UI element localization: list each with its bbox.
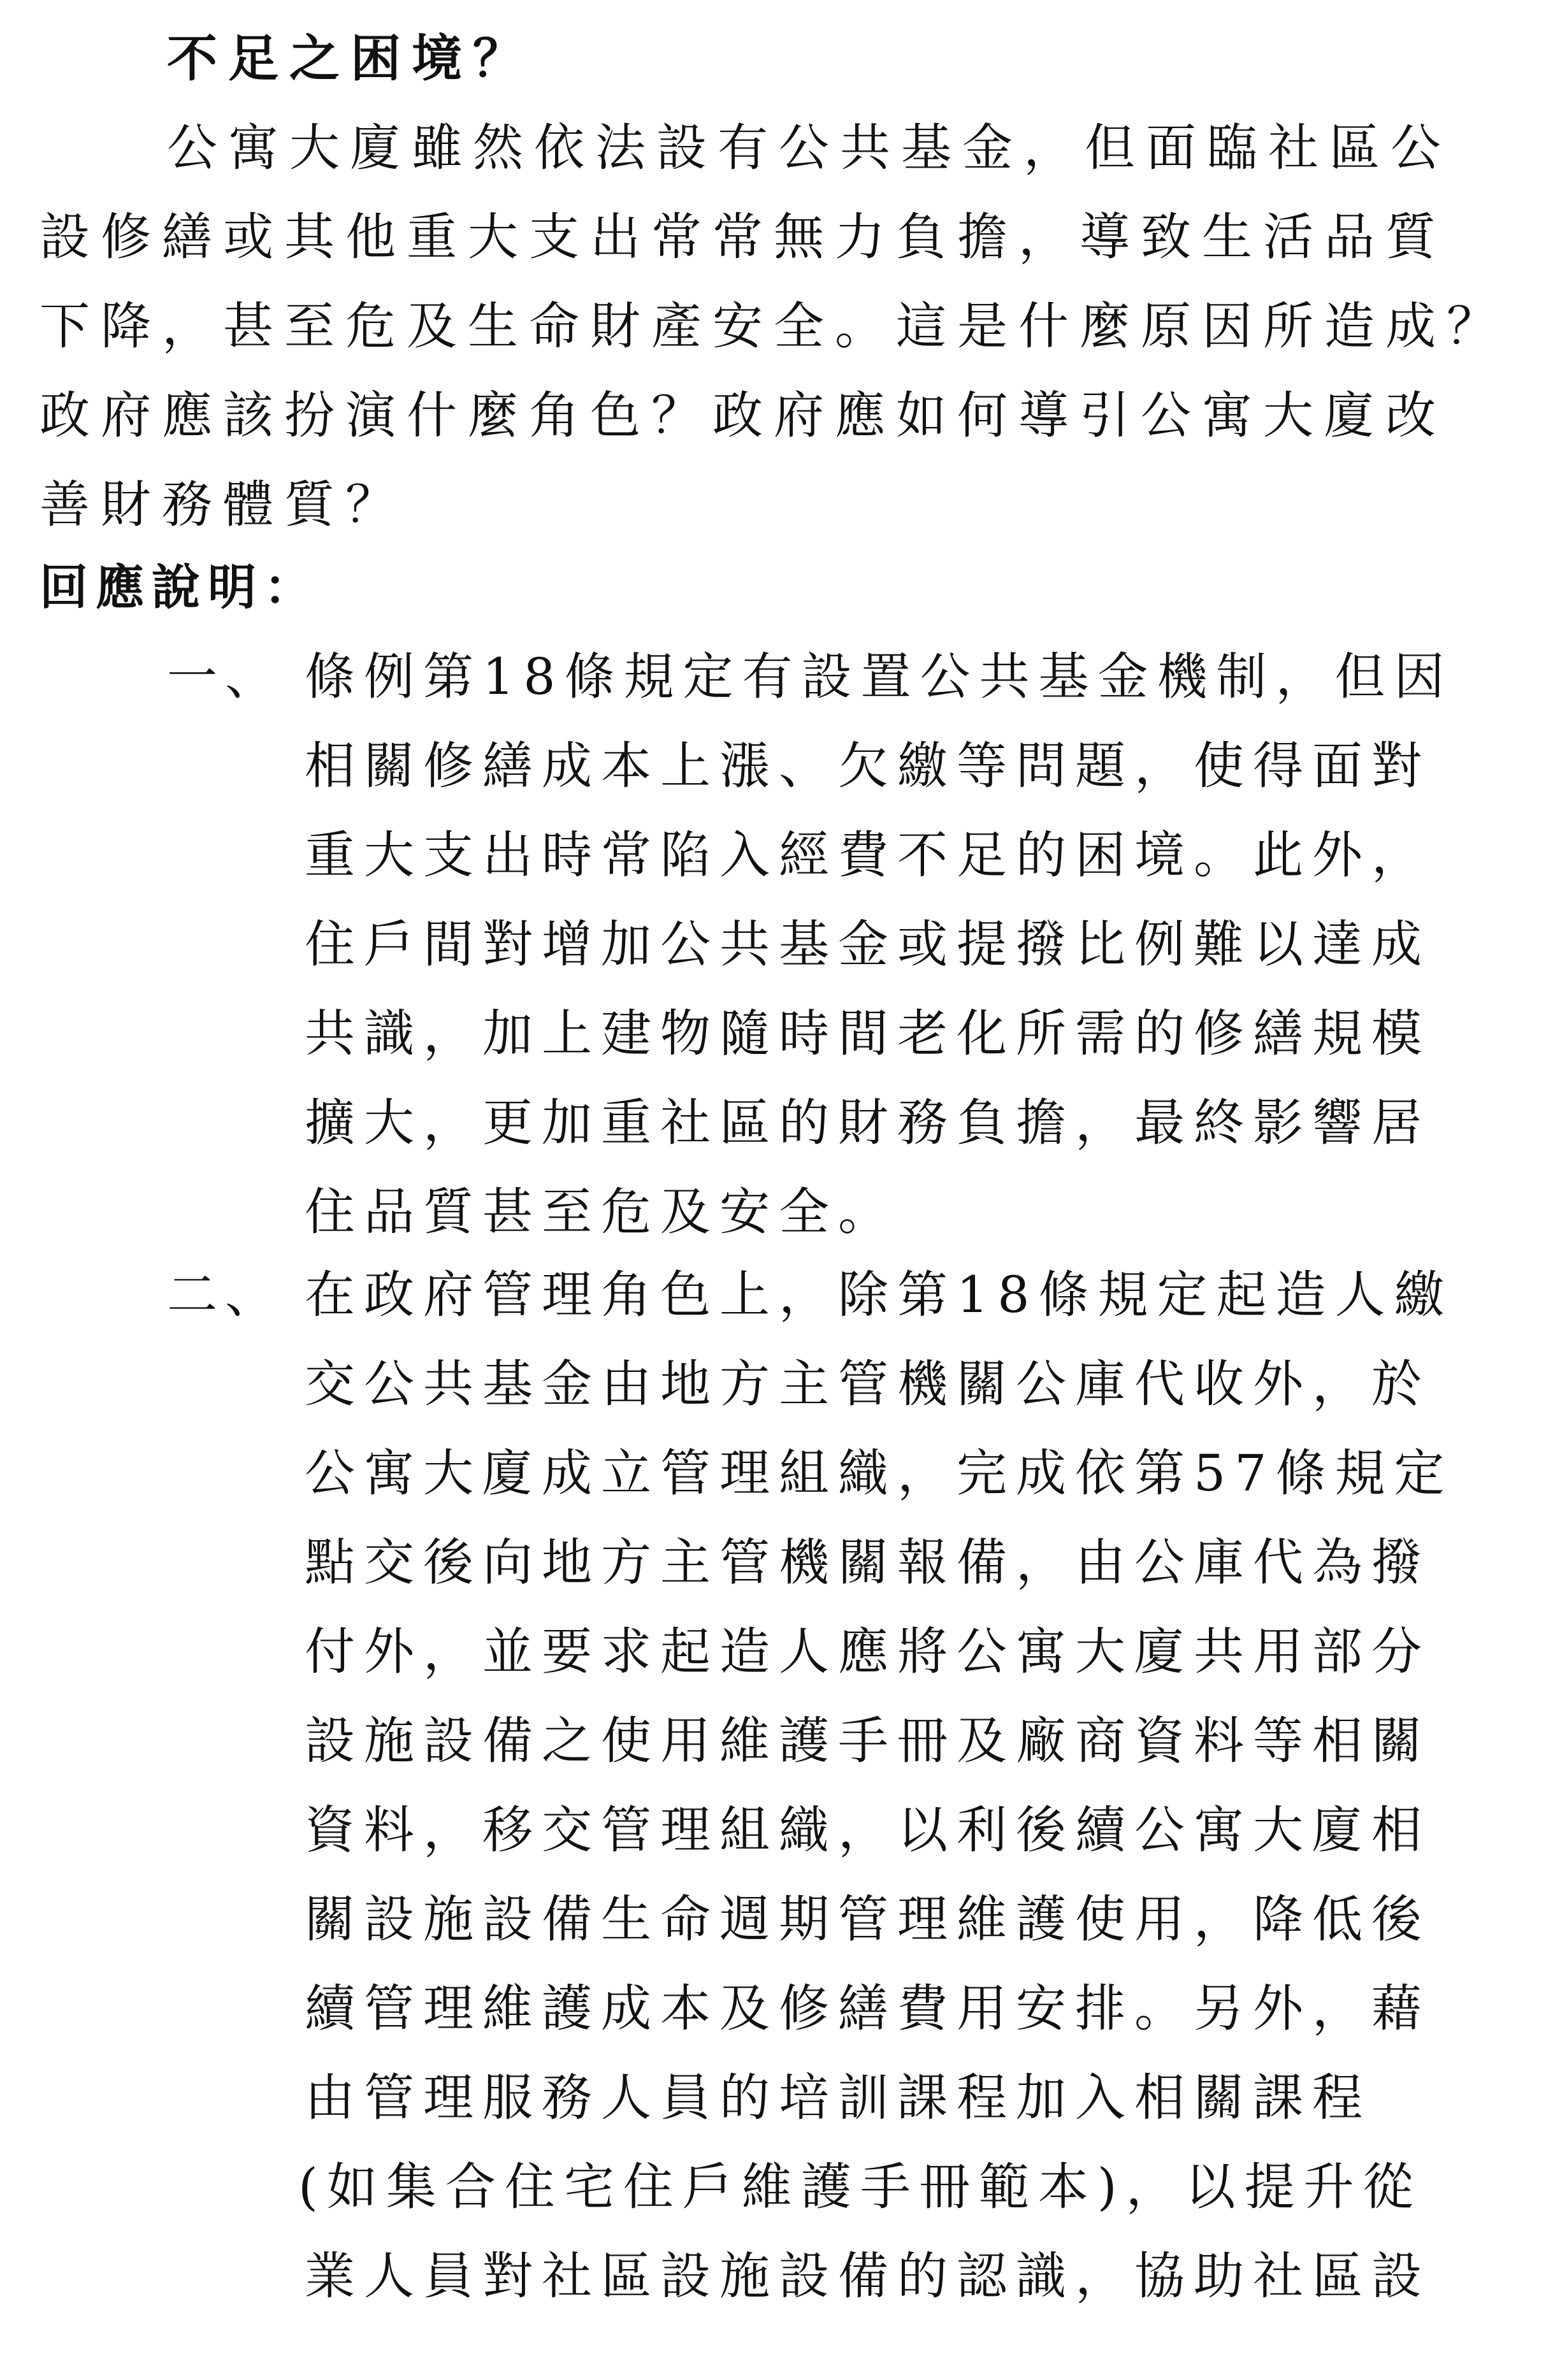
item-2-line-3: 公寓大廈成立管理組織，完成依第57條規定 — [305, 1444, 1454, 1503]
item-1-marker: 一、 — [167, 647, 283, 706]
item-2-line-2: 交公共基金由地方主管機關公庫代收外，於 — [305, 1355, 1431, 1413]
item-1-line-1: 條例第18條規定有設置公共基金機制，但因 — [305, 647, 1454, 706]
item-1-line-6: 擴大，更加重社區的財務負擔，最終影響居 — [305, 1093, 1431, 1152]
item-1-line-3: 重大支出時常陷入經費不足的困境。此外， — [305, 826, 1431, 884]
item-2-line-6: 設施設備之使用維護手冊及廠商資料等相關 — [305, 1712, 1431, 1770]
question-line-5: 政府應該扮演什麼角色？政府應如何導引公寓大廈改 — [40, 386, 1447, 445]
item-2-line-9: 續管理維護成本及修繕費用安排。另外，藉 — [305, 1979, 1431, 2038]
item-2-marker: 二、 — [167, 1266, 283, 1324]
item-2-line-11: (如集合住宅住戶維護手冊範本)，以提升從 — [298, 2158, 1422, 2216]
item-1-line-5: 共識，加上建物隨時間老化所需的修繕規模 — [305, 1004, 1431, 1063]
response-heading: 回應說明： — [40, 559, 320, 616]
item-1-line-2: 相關修繕成本上漲、欠繳等問題，使得面對 — [305, 737, 1431, 795]
item-2-line-8: 關設施設備生命週期管理維護使用，降低後 — [305, 1890, 1431, 1949]
question-line-6: 善財務體質？ — [40, 475, 407, 534]
item-2-line-10: 由管理服務人員的培訓課程加入相關課程 — [305, 2068, 1371, 2127]
question-line-2: 公寓大廈雖然依法設有公共基金，但面臨社區公 — [167, 119, 1452, 177]
item-2-line-7: 資料，移交管理組織，以利後續公寓大廈相 — [305, 1801, 1431, 1859]
question-line-3: 設修繕或其他重大支出常常無力負擔，導致生活品質 — [40, 208, 1447, 266]
question-line-4: 下降，甚至危及生命財產安全。這是什麼原因所造成？ — [40, 297, 1508, 356]
item-2-line-12: 業人員對社區設施設備的認識，協助社區設 — [305, 2247, 1431, 2305]
item-2-line-4: 點交後向地方主管機關報備，由公庫代為撥 — [305, 1533, 1431, 1592]
question-line-1: 不足之困境？ — [167, 29, 534, 88]
item-1-line-7: 住品質甚至危及安全。 — [305, 1183, 897, 1241]
item-2-line-1: 在政府管理角色上，除第18條規定起造人繳 — [305, 1266, 1454, 1324]
item-1-line-4: 住戶間對增加公共基金或提撥比例難以達成 — [305, 915, 1431, 974]
item-2-line-5: 付外，並要求起造人應將公寓大廈共用部分 — [305, 1622, 1431, 1681]
